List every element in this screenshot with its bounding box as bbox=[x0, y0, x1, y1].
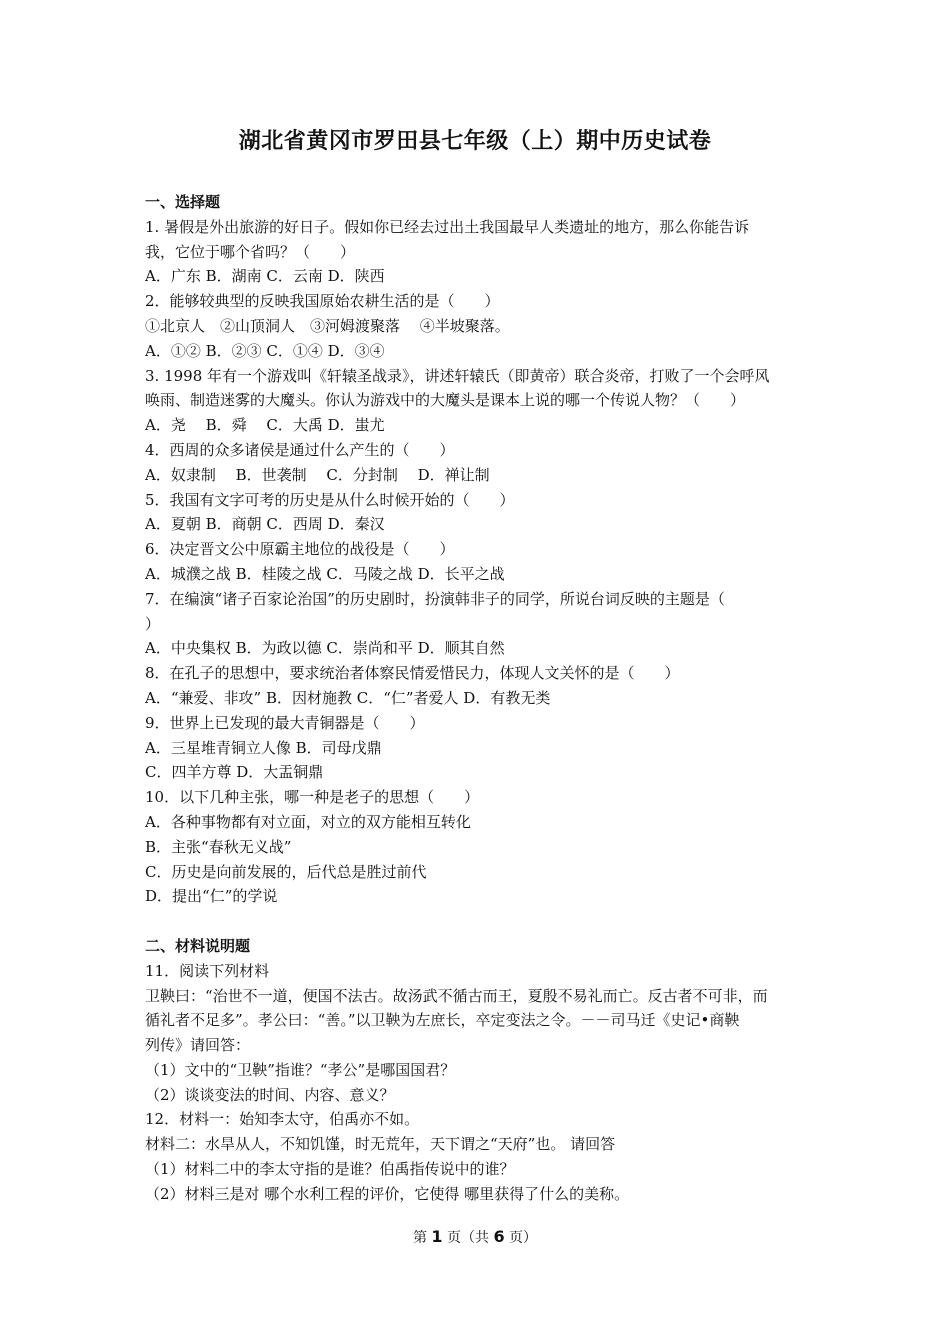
footer-page-number: 1 bbox=[431, 1227, 443, 1246]
material-text: 列传》请回答： bbox=[145, 1036, 251, 1055]
answer-options: A．中央集权 B．为政以德 C．崇尚和平 D．顺其自然 bbox=[145, 639, 505, 658]
answer-options: A．①② B．②③ C．①④ D．③④ bbox=[145, 341, 385, 360]
exam-title: 湖北省黄冈市罗田县七年级（上）期中历史试卷 bbox=[238, 129, 712, 154]
answer-options: A．三星堆青铜立人像 B．司母戊鼎 bbox=[145, 738, 382, 757]
question-line: 我，它位于哪个省吗？（ ） bbox=[145, 242, 356, 261]
answer-options: A．“兼爱、非攻” B．因材施教 C．“仁”者爱人 D．有教无类 bbox=[145, 688, 551, 707]
answer-options: A．城濮之战 B．桂陵之战 C．马陵之战 D．长平之战 bbox=[145, 564, 505, 583]
answer-option: A．各种事物都有对立面，对立的双方能相互转化 bbox=[145, 812, 471, 831]
answer-option: D．提出“仁”的学说 bbox=[145, 887, 278, 906]
sub-question: （2）材料三是对 哪个水利工程的评价，它使得 哪里获得了什么的美称。 bbox=[145, 1184, 630, 1203]
answer-options: C．四羊方尊 D．大盂铜鼎 bbox=[145, 763, 324, 782]
exam-content bbox=[145, 190, 810, 1207]
sub-question: （1）文中的“卫鞅”指谁？“孝公”是哪国国君？ bbox=[145, 1060, 456, 1079]
section-heading-choice: 一、选择题 bbox=[145, 193, 221, 211]
section-heading-material: 二、材料说明题 bbox=[145, 936, 251, 955]
answer-options: A．夏朝 B．商朝 C．西周 D．秦汉 bbox=[145, 515, 385, 534]
question-line: ） bbox=[145, 614, 161, 633]
question-line: 2．能够较典型的反映我国原始农耕生活的是（ ） bbox=[145, 292, 500, 311]
question-line: ①北京人 ②山顶洞人 ③河姆渡聚落 ④半坡聚落。 bbox=[145, 316, 510, 335]
material-text: 卫鞅曰：“治世不一道，便国不法古。故汤武不循古而王，夏殷不易礼而亡。反古者不可非，而 bbox=[145, 986, 768, 1005]
material-text: 材料二：水旱从人，不知饥馑，时无荒年，天下谓之“天府”也。 请回答 bbox=[145, 1135, 616, 1154]
material-questions bbox=[145, 959, 810, 1207]
sub-question: （1）材料二中的李太守指的是谁？伯禹指传说中的谁？ bbox=[145, 1160, 515, 1179]
footer-suffix: 页） bbox=[509, 1230, 538, 1246]
question-line: 5．我国有文字可考的历史是从什么时候开始的（ ） bbox=[145, 490, 515, 509]
section-gap bbox=[145, 909, 810, 934]
answer-options: A．广东 B．湖南 C．云南 D．陕西 bbox=[145, 267, 385, 286]
question-line: 4．西周的众多诸侯是通过什么产生的（ ） bbox=[145, 440, 455, 459]
answer-options: A．尧 B．舜 C．大禹 D．蚩尤 bbox=[145, 416, 385, 435]
answer-options: A．奴隶制 B．世袭制 C．分封制 D．禅让制 bbox=[145, 465, 490, 484]
question-line: 3. 1998 年有一个游戏叫《轩辕圣战录》，讲述轩辕氏（即黄帝）联合炎帝，打败了一个会呼风 bbox=[145, 366, 770, 385]
sub-question: （2）谈谈变法的时间、内容、意义？ bbox=[145, 1085, 395, 1104]
question-line: 7．在编演“诸子百家论治国”的历史剧时，扮演韩非子的同学，所说台词反映的主题是（ bbox=[145, 589, 725, 608]
footer-middle: 页（共 bbox=[447, 1230, 489, 1246]
choice-questions bbox=[145, 215, 810, 909]
question-line: 12．材料一：始知李太守，伯禹亦不如。 bbox=[145, 1110, 420, 1129]
question-line: 9．世界上已发现的最大青铜器是（ ） bbox=[145, 713, 425, 732]
answer-option: C．历史是向前发展的，后代总是胜过前代 bbox=[145, 862, 427, 881]
question-line: 6．决定晋文公中原霸主地位的战役是（ ） bbox=[145, 540, 455, 559]
footer-prefix: 第 bbox=[412, 1230, 427, 1246]
question-line: 11．阅读下列材料 bbox=[145, 961, 270, 980]
material-text: 循礼者不足多”。孝公曰：“善。”以卫鞅为左庶长，卒定变法之令。－－司马迁《史记•商鞅 bbox=[145, 1011, 740, 1030]
question-line: 1. 暑假是外出旅游的好日子。假如你已经去过出土我国最早人类遗址的地方，那么你能告诉 bbox=[145, 217, 750, 236]
question-line: 10．以下几种主张，哪一种是老子的思想（ ） bbox=[145, 788, 480, 807]
question-line: 唤雨、制造迷雾的大魔头。你认为游戏中的大魔头是课本上说的哪一个传说人物？（ ） bbox=[145, 391, 746, 410]
question-line: 8．在孔子的思想中，要求统治者体察民情爱惜民力，体现人文关怀的是（ ） bbox=[145, 664, 680, 683]
answer-option: B．主张“春秋无义战” bbox=[145, 837, 292, 856]
footer-total-pages: 6 bbox=[493, 1227, 505, 1246]
page-footer bbox=[0, 1226, 950, 1249]
